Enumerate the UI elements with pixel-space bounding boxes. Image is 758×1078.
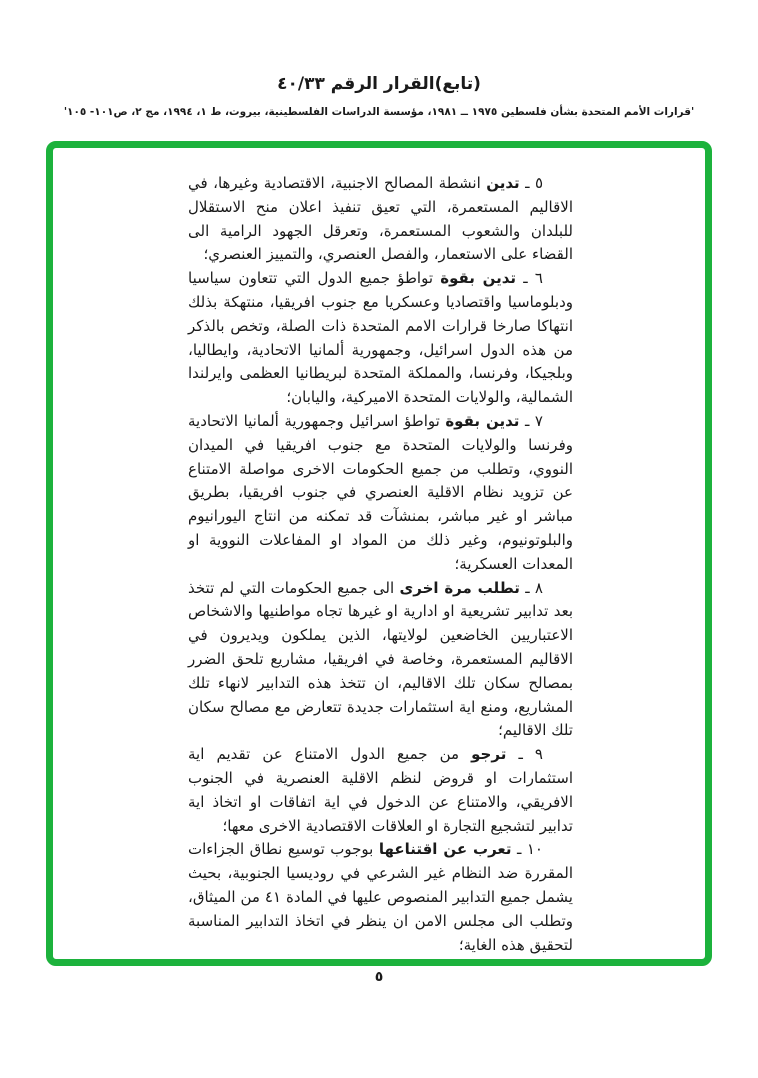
clause-number: ٩ ـ bbox=[518, 745, 543, 764]
clause-number: ٦ ـ bbox=[523, 269, 543, 288]
resolution-text-block bbox=[188, 172, 573, 957]
clause-text: انشطة المصالح الاجنبية، الاقتصادية وغيرها، في الاقاليم المستعمرة، التي تعيق تنفيذ اعلان منح الاستقلال للبلدان والشعوب المستعمرة، وتعرقل الجهود الرامية الى القضاء على الاستعمار، والفصل العنصري، والتمييز العنصري؛ bbox=[188, 174, 573, 264]
clause-number: ٥ ـ bbox=[525, 174, 543, 192]
clause-lead: تدين بقوة bbox=[445, 411, 520, 430]
resolution-clause-5 bbox=[188, 172, 573, 267]
clause-number: ١٠ ـ bbox=[516, 840, 543, 859]
clause-lead: تدين بقوة bbox=[440, 269, 517, 288]
clause-lead: ترجو bbox=[471, 745, 507, 764]
resolution-clause-7 bbox=[188, 410, 573, 577]
clause-number: ٨ ـ bbox=[525, 578, 543, 597]
clause-text: من جميع الدول الامتناع عن تقديم اية استثمارات او قروض لنظم الاقلية العنصرية في الجنوب الافريقي، والامتناع عن الدخول في اية اتفاقات او اتخاذ اية تدابير لتشجيع التجارة او العلاقات الاقتصادية الاخرى معها؛ bbox=[188, 745, 573, 835]
clause-text: الى جميع الحكومات التي لم تتخذ بعد تدابير تشريعية او ادارية او غيرها تجاه مواطنيها والاشخاص الاعتباريين الخاضعين لولايتها، الذين يملكون ويديرون في الاقاليم المستعمرة، وخاصة في افريقيا، مشاريع تلحق الضرر بمصالح سكان تلك الاقاليم، ان تتخذ هذه التدابير لانهاء تلك المشاريع، ومنع اية استثمارات جديدة تتعارض مع مصالح سكان تلك الاقاليم؛ bbox=[188, 578, 573, 740]
resolution-clause-10 bbox=[188, 838, 573, 957]
clause-text: تواطؤ جميع الدول التي تتعاون سياسيا ودبلوماسيا واقتصاديا وعسكريا مع جنوب افريقيا، منتهكة بذلك انتهاكا صارخا قرارات الامم المتحدة ذات الصلة، وتخص بالذكر من هذه الدول اسرائيل، وجمهورية ألمانيا الاتحادية، وايطاليا، وبلجيكا، وفرنسا، والمملكة المتحدة لبريطانيا العظمى وايرلندا الشمالية، والولايات المتحدة الاميركية، واليابان؛ bbox=[188, 269, 573, 407]
resolution-clause-6 bbox=[188, 267, 573, 410]
content-border-box bbox=[46, 141, 712, 966]
clause-lead: تدين bbox=[486, 174, 520, 192]
source-citation: 'قرارات الأمم المتحدة بشأن فلسطين ١٩٧٥ ــ ١٩٨١، مؤسسة الدراسات الفلسطينية، بيروت، ط ١، ١٩٩٤، مج ٢، ص١٠١- ١٠٥' bbox=[63, 106, 695, 118]
resolution-title: (تابع)القرار الرقم ٤٠/٣٣ bbox=[277, 74, 481, 94]
page-number: ٥ bbox=[374, 969, 384, 985]
clause-text: بوجوب توسيع نطاق الجزاءات المقررة ضد النظام غير الشرعي في روديسيا الجنوبية، بحيث يشمل جميع التدابير المنصوص عليها في المادة ٤١ من الميثاق، وتطلب الى مجلس الامن ان ينظر في اتخاذ التدابير المناسبة لتحقيق هذه الغاية؛ bbox=[188, 840, 573, 954]
clause-number: ٧ ـ bbox=[524, 411, 543, 430]
clause-lead: تعرب عن اقتناعها bbox=[378, 840, 512, 859]
resolution-clause-8 bbox=[188, 577, 573, 744]
resolution-clause-9 bbox=[188, 743, 573, 838]
clause-text: تواطؤ اسرائيل وجمهورية ألمانيا الاتحادية وفرنسا والولايات المتحدة مع جنوب افريقيا في الميدان النووي، وتطلب من جميع الحكومات الاخرى مواصلة الامتناع عن تزويد نظام الاقلية العنصري في جنوب افريقيا، بطريق مباشر او غير مباشر، بمنشآت قد تمكنه من انتاج اليورانيوم والبلوتونيوم، وغير ذلك من المواد او المفاعلات النووية او المعدات العسكرية؛ bbox=[188, 411, 573, 573]
clause-lead: تطلب مرة اخرى bbox=[399, 578, 520, 597]
